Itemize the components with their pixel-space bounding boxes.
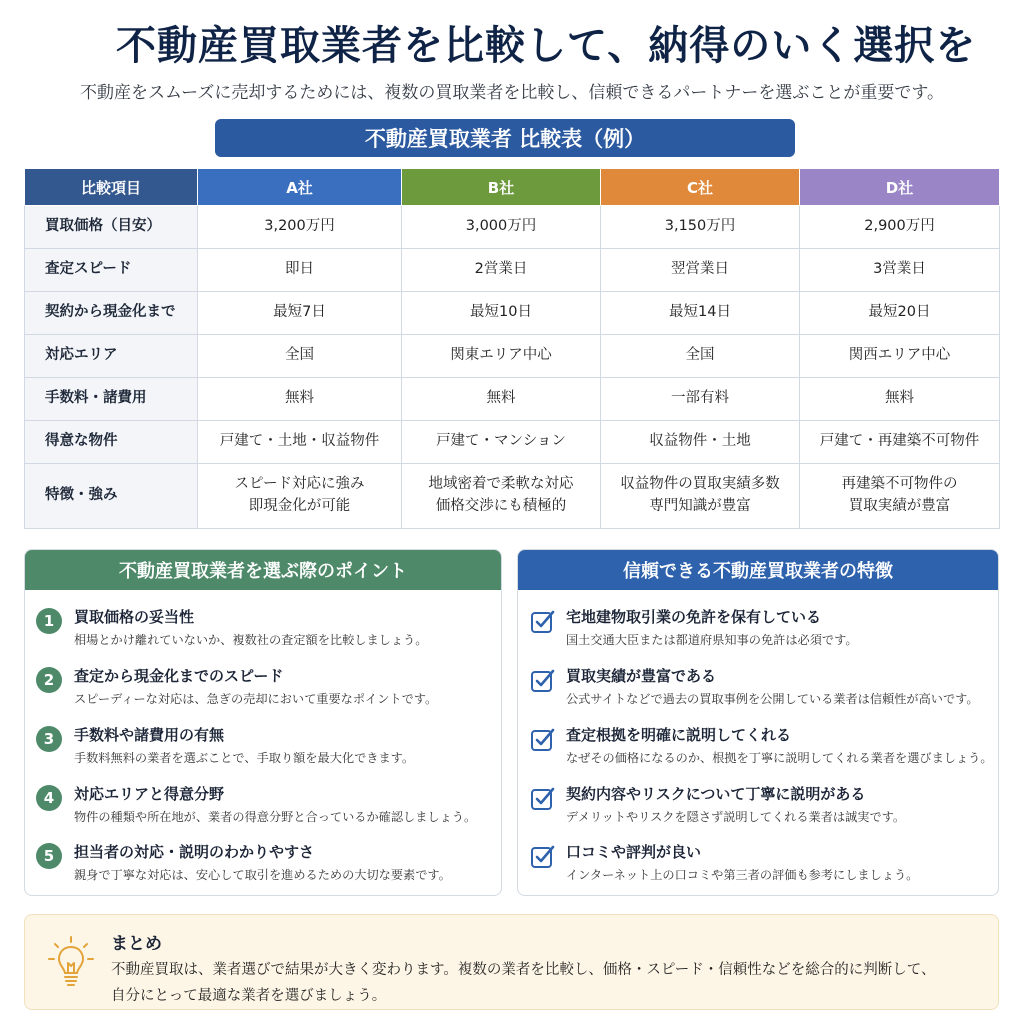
feature-description: なぜその価格になるのか、根拠を丁寧に説明してくれる業者を選びましょう。 bbox=[566, 751, 993, 765]
table-row bbox=[25, 335, 1000, 378]
trust-features-panel bbox=[517, 549, 999, 896]
table-cell: 翌営業日 bbox=[601, 249, 800, 292]
table-cell bbox=[601, 464, 800, 529]
table-cell: 2,900万円 bbox=[800, 206, 1000, 249]
table-row bbox=[25, 464, 1000, 529]
checkbox-checked-icon bbox=[530, 785, 556, 811]
checkbox-checked-icon bbox=[530, 843, 556, 869]
table-cell: 3営業日 bbox=[800, 249, 1000, 292]
point-description: 手数料無料の業者を選ぶことで、手取り額を最大化できます。 bbox=[74, 751, 415, 765]
summary-text bbox=[111, 957, 991, 1009]
summary-line: 不動産買取は、業者選びで結果が大きく変わります。複数の業者を比較し、価格・スピード・信頼性などを総合的に判断して、 bbox=[111, 962, 936, 978]
number-badge: 5 bbox=[36, 843, 62, 869]
table-cell: 最短7日 bbox=[198, 292, 402, 335]
row-label: 対応エリア bbox=[25, 335, 198, 378]
table-cell: 最短10日 bbox=[402, 292, 601, 335]
lightbulb-icon bbox=[45, 935, 97, 991]
cell-line: 専門知識が豊富 bbox=[649, 498, 751, 514]
number-badge: 4 bbox=[36, 785, 62, 811]
feature-title: 口コミや評判が良い bbox=[566, 843, 702, 861]
header-cell-company-b: B社 bbox=[402, 169, 601, 206]
table-row bbox=[25, 292, 1000, 335]
row-label: 得意な物件 bbox=[25, 421, 198, 464]
table-cell bbox=[800, 464, 1000, 529]
point-title: 手数料や諸費用の有無 bbox=[74, 726, 225, 744]
cell-line: 買取実績が豊富 bbox=[848, 498, 951, 514]
row-label: 買取価格（目安） bbox=[25, 206, 198, 249]
table-cell: 一部有料 bbox=[601, 378, 800, 421]
header-cell-company-d: D社 bbox=[800, 169, 1000, 206]
table-cell: 3,000万円 bbox=[402, 206, 601, 249]
table-cell: 即日 bbox=[198, 249, 402, 292]
selection-points-title: 不動産買取業者を選ぶ際のポイント bbox=[25, 550, 501, 590]
table-cell bbox=[198, 464, 402, 529]
table-header-row bbox=[25, 169, 1000, 206]
table-cell: 関西エリア中心 bbox=[800, 335, 1000, 378]
header-cell-item: 比較項目 bbox=[25, 169, 198, 206]
table-cell: 2営業日 bbox=[402, 249, 601, 292]
cell-line: 即現金化が可能 bbox=[248, 498, 351, 514]
cell-line: 価格交渉にも積極的 bbox=[435, 498, 567, 514]
feature-description: 国土交通大臣または都道府県知事の免許は必須です。 bbox=[566, 633, 858, 647]
point-description: 物件の種類や所在地が、業者の得意分野と合っているか確認しましょう。 bbox=[74, 810, 477, 824]
feature-title: 査定根拠を明確に説明してくれる bbox=[566, 726, 792, 744]
point-description: スピーディーな対応は、急ぎの売却において重要なポイントです。 bbox=[74, 692, 438, 706]
table-cell bbox=[402, 464, 601, 529]
comparison-table-title: 不動産買取業者 比較表（例） bbox=[215, 119, 795, 157]
table-cell: 無料 bbox=[198, 378, 402, 421]
table-cell: 全国 bbox=[198, 335, 402, 378]
feature-description: インターネット上の口コミや第三者の評価も参考にしましょう。 bbox=[566, 868, 919, 882]
table-cell: 戸建て・土地・収益物件 bbox=[198, 421, 402, 464]
row-label: 特徴・強み bbox=[25, 464, 198, 529]
table-cell: 最短20日 bbox=[800, 292, 1000, 335]
table-row bbox=[25, 421, 1000, 464]
trust-features-title: 信頼できる不動産買取業者の特徴 bbox=[518, 550, 998, 590]
cell-line: スピード対応に強み bbox=[234, 476, 365, 493]
checkbox-checked-icon bbox=[530, 608, 556, 634]
feature-title: 契約内容やリスクについて丁寧に説明がある bbox=[566, 785, 866, 803]
checkbox-checked-icon bbox=[530, 667, 556, 693]
table-cell: 3,200万円 bbox=[198, 206, 402, 249]
summary-title: まとめ bbox=[111, 934, 162, 954]
checkbox-checked-icon bbox=[530, 726, 556, 752]
number-badge: 2 bbox=[36, 667, 62, 693]
table-row bbox=[25, 249, 1000, 292]
table-cell: 関東エリア中心 bbox=[402, 335, 601, 378]
point-title: 査定から現金化までのスピード bbox=[74, 667, 284, 685]
row-label: 契約から現金化まで bbox=[25, 292, 198, 335]
feature-title: 買取実績が豊富である bbox=[566, 667, 717, 685]
table-cell: 無料 bbox=[402, 378, 601, 421]
point-title: 対応エリアと得意分野 bbox=[74, 785, 225, 803]
page-title: 不動産買取業者を比較して、納得のいく選択を bbox=[116, 22, 977, 69]
table-cell: 無料 bbox=[800, 378, 1000, 421]
header-cell-company-a: A社 bbox=[198, 169, 402, 206]
table-cell: 全国 bbox=[601, 335, 800, 378]
point-title: 担当者の対応・説明のわかりやすさ bbox=[74, 843, 315, 861]
summary-box bbox=[24, 914, 999, 1010]
cell-line: 収益物件の買取実績多数 bbox=[620, 476, 780, 493]
selection-points-panel bbox=[24, 549, 502, 896]
table-cell: 戸建て・マンション bbox=[402, 421, 601, 464]
row-label: 手数料・諸費用 bbox=[25, 378, 198, 421]
row-label: 査定スピード bbox=[25, 249, 198, 292]
summary-line: 自分にとって最適な業者を選びましょう。 bbox=[111, 988, 387, 1004]
table-cell: 収益物件・土地 bbox=[601, 421, 800, 464]
feature-title: 宅地建物取引業の免許を保有している bbox=[566, 608, 822, 626]
comparison-table bbox=[24, 168, 1000, 529]
number-badge: 3 bbox=[36, 726, 62, 752]
number-badge: 1 bbox=[36, 608, 62, 634]
feature-description: 公式サイトなどで過去の買取事例を公開している業者は信頼性が高いです。 bbox=[566, 692, 979, 706]
page-subtitle: 不動産をスムーズに売却するためには、複数の買取業者を比較し、信頼できるパートナーを選ぶことが重要です。 bbox=[80, 83, 944, 103]
header-cell-company-c: C社 bbox=[601, 169, 800, 206]
table-cell: 3,150万円 bbox=[601, 206, 800, 249]
cell-line: 地域密着で柔軟な対応 bbox=[428, 476, 574, 493]
table-cell: 戸建て・再建築不可物件 bbox=[800, 421, 1000, 464]
feature-description: デメリットやリスクを隠さず説明してくれる業者は誠実です。 bbox=[566, 810, 906, 824]
point-description: 親身で丁寧な対応は、安心して取引を進めるための大切な要素です。 bbox=[74, 868, 451, 882]
table-row bbox=[25, 206, 1000, 249]
table-cell: 最短14日 bbox=[601, 292, 800, 335]
table-row bbox=[25, 378, 1000, 421]
cell-line: 再建築不可物件の bbox=[841, 476, 958, 493]
point-title: 買取価格の妥当性 bbox=[74, 608, 195, 626]
point-description: 相場とかけ離れていないか、複数社の査定額を比較しましょう。 bbox=[74, 633, 428, 647]
